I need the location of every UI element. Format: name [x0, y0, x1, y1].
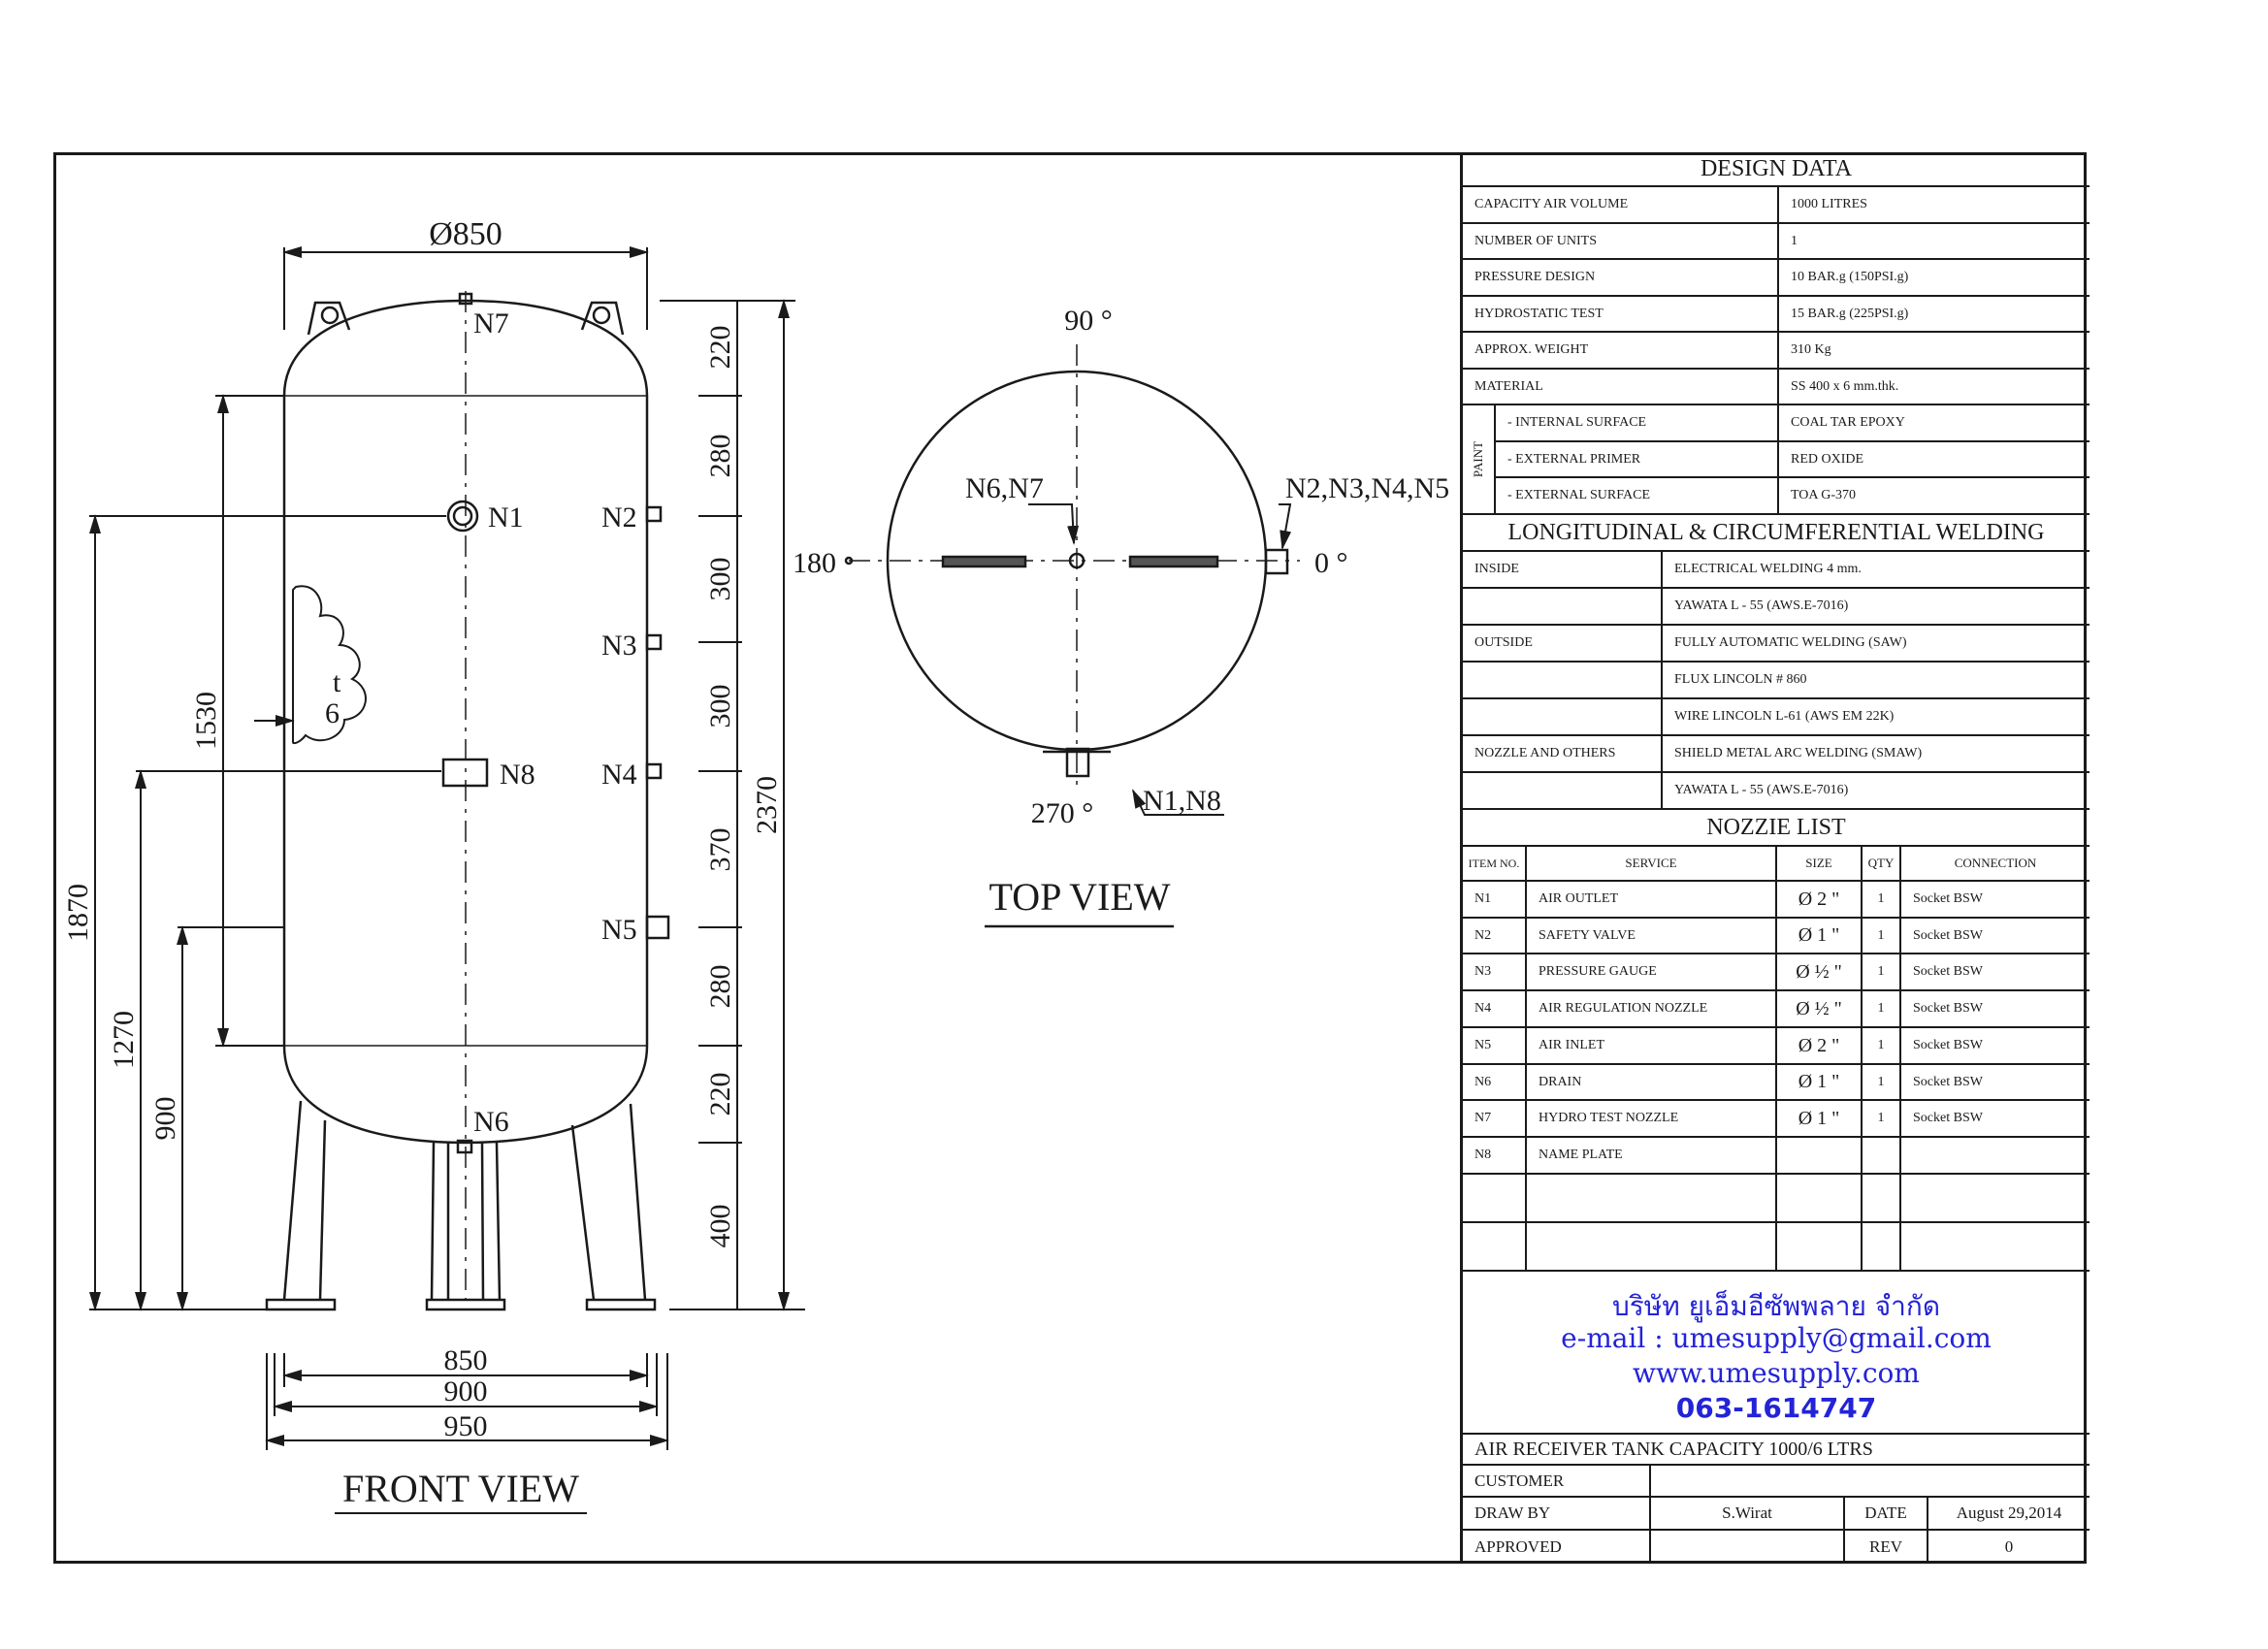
dim-280-top: 280 — [704, 434, 736, 478]
nozzle-service: SAFETY VALVE — [1525, 919, 1775, 953]
nozzle-size: Ø ½ " — [1775, 954, 1861, 989]
nozzle-size: Ø 1 " — [1775, 1065, 1861, 1099]
customer-row — [1463, 1466, 2090, 1498]
paint-item-value: TOA G-370 — [1777, 478, 2090, 513]
drawing-title: AIR RECEIVER TANK CAPACITY 1000/6 LTRS — [1474, 1438, 1873, 1460]
nozzle-connection: Socket BSW — [1899, 919, 2090, 953]
nozzle-connection: Socket BSW — [1899, 1101, 2090, 1136]
design-data-header — [1463, 152, 2090, 187]
paint-item-label: - EXTERNAL SURFACE — [1494, 478, 1777, 513]
paint-item-label: - INTERNAL SURFACE — [1494, 405, 1777, 440]
welding-value: FLUX LINCOLN # 860 — [1661, 663, 2090, 697]
nozzle-connection: Socket BSW — [1899, 991, 2090, 1026]
nozzle-qty — [1861, 1175, 1899, 1221]
paint-row — [1494, 442, 2090, 478]
welding-label — [1463, 699, 1661, 734]
nozzle-item: N5 — [1474, 1038, 1492, 1052]
dim-280-bottom: 280 — [704, 964, 736, 1009]
nozzle-size — [1775, 1138, 1861, 1173]
nozzle-qty: 1 — [1861, 991, 1899, 1026]
design-row — [1463, 224, 2090, 260]
nozzle-qty: 1 — [1861, 919, 1899, 953]
paint-item-label: - EXTERNAL PRIMER — [1494, 442, 1777, 476]
nozzle-row — [1463, 1175, 2090, 1223]
welding-row — [1463, 589, 2090, 626]
nozzle-size — [1775, 1175, 1861, 1221]
design-value: SS 400 x 6 mm.thk. — [1777, 370, 2090, 404]
dim-1870: 1870 — [62, 884, 94, 942]
label-n6-n7: N6,N7 — [965, 472, 1044, 504]
nozzle-row — [1463, 1065, 2090, 1101]
approved-value — [1649, 1531, 1843, 1564]
angle-270: 270 ° — [1030, 797, 1094, 829]
label-n1-n8: N1,N8 — [1143, 785, 1221, 817]
nozzle-size: Ø ½ " — [1775, 991, 1861, 1026]
welding-value: WIRE LINCOLN L-61 (AWS EM 22K) — [1661, 699, 2090, 734]
col-size: SIZE — [1775, 847, 1861, 880]
paint-label: PAINT — [1471, 440, 1485, 478]
front-view-title: FRONT VIEW — [341, 1467, 580, 1510]
nozzle-item — [1463, 1175, 1525, 1221]
col-qty: QTY — [1861, 847, 1899, 880]
dim-900-height: 900 — [149, 1096, 181, 1141]
welding-row — [1463, 699, 2090, 736]
angle-180: 180 — [793, 547, 836, 579]
nozzle-list-columns — [1463, 847, 2090, 882]
top-view-title: TOP VIEW — [988, 875, 1171, 919]
drawing-title-row — [1463, 1435, 2090, 1466]
nozzle-item: N8 — [1474, 1148, 1492, 1162]
thickness-6: 6 — [325, 697, 340, 729]
nozzle-row — [1463, 882, 2090, 919]
nozzle-qty: 1 — [1861, 1101, 1899, 1136]
design-data-title: DESIGN DATA — [1700, 155, 1853, 181]
label-n8: N8 — [500, 759, 535, 791]
welding-label — [1463, 663, 1661, 697]
nozzle-qty — [1861, 1138, 1899, 1173]
nozzle-size: Ø 2 " — [1775, 882, 1861, 917]
welding-label — [1463, 773, 1661, 808]
design-label: CAPACITY AIR VOLUME — [1474, 197, 1629, 211]
welding-value: SHIELD METAL ARC WELDING (SMAW) — [1661, 736, 2090, 771]
nozzle-connection — [1899, 1138, 2090, 1173]
label-n5: N5 — [601, 914, 637, 946]
design-label: NUMBER OF UNITS — [1474, 233, 1598, 248]
welding-row — [1463, 736, 2090, 773]
nozzle-size: Ø 1 " — [1775, 1101, 1861, 1136]
design-row — [1463, 260, 2090, 297]
nozzle-row — [1463, 954, 2090, 991]
nozzle-row — [1463, 1101, 2090, 1138]
draw-by-row — [1463, 1498, 2090, 1531]
label-n7: N7 — [473, 307, 509, 340]
dim-900-width: 900 — [443, 1375, 488, 1407]
nozzle-item: N1 — [1474, 891, 1492, 906]
col-connection: CONNECTION — [1899, 847, 2090, 880]
company-email: e-mail : umesupply@gmail.com — [1561, 1322, 1992, 1354]
design-row — [1463, 187, 2090, 224]
nozzle-service: DRAIN — [1525, 1065, 1775, 1099]
design-value: 10 BAR.g (150PSI.g) — [1777, 260, 2090, 295]
label-n6: N6 — [473, 1106, 509, 1138]
nozzle-item: N6 — [1474, 1074, 1492, 1089]
nozzle-size: Ø 2 " — [1775, 1028, 1861, 1063]
dim-950-width: 950 — [443, 1410, 488, 1442]
design-value: 15 BAR.g (225PSI.g) — [1777, 297, 2090, 331]
nozzle-qty: 1 — [1861, 882, 1899, 917]
nozzle-item: N4 — [1474, 1001, 1492, 1016]
paint-row — [1494, 478, 2090, 515]
dim-220-top: 220 — [704, 325, 736, 370]
nozzle-row — [1463, 1223, 2090, 1272]
welding-label: INSIDE — [1474, 562, 1519, 576]
welding-value: FULLY AUTOMATIC WELDING (SAW) — [1661, 626, 2090, 661]
col-item-no: ITEM NO. — [1468, 856, 1520, 870]
design-label: APPROX. WEIGHT — [1474, 342, 1589, 357]
label-n2-n5: N2,N3,N4,N5 — [1285, 472, 1450, 504]
nozzle-row — [1463, 991, 2090, 1028]
dim-300-a: 300 — [704, 557, 736, 601]
nozzle-connection: Socket BSW — [1899, 1065, 2090, 1099]
dim-400: 400 — [704, 1204, 736, 1248]
rev-value: 0 — [1927, 1531, 2090, 1564]
welding-label — [1463, 589, 1661, 624]
design-label: HYDROSTATIC TEST — [1474, 306, 1604, 321]
date-label: DATE — [1843, 1498, 1927, 1529]
nozzle-item — [1463, 1223, 1525, 1270]
welding-row — [1463, 552, 2090, 589]
company-name: บริษัท ยูเอ็มอีซัพพลาย จำกัด — [1611, 1290, 1941, 1322]
welding-value: ELECTRICAL WELDING 4 mm. — [1661, 552, 2090, 587]
nozzle-service: HYDRO TEST NOZZLE — [1525, 1101, 1775, 1136]
nozzle-service: AIR REGULATION NOZZLE — [1525, 991, 1775, 1026]
design-value: 310 Kg — [1777, 333, 2090, 368]
dim-1270: 1270 — [108, 1011, 140, 1069]
nozzle-row — [1463, 1028, 2090, 1065]
nozzle-service: NAME PLATE — [1525, 1138, 1775, 1173]
nozzle-item: N2 — [1474, 927, 1492, 943]
nozzle-service: AIR INLET — [1525, 1028, 1775, 1063]
dim-2370: 2370 — [751, 776, 783, 834]
date-value: August 29,2014 — [1927, 1498, 2090, 1529]
dim-370: 370 — [704, 827, 736, 872]
nozzle-size: Ø 1 " — [1775, 919, 1861, 953]
nozzle-connection: Socket BSW — [1899, 954, 2090, 989]
nozzle-qty: 1 — [1861, 1028, 1899, 1063]
label-n2: N2 — [601, 501, 637, 534]
design-label: PRESSURE DESIGN — [1474, 270, 1596, 284]
front-diameter-label: Ø850 — [429, 216, 502, 252]
col-service: SERVICE — [1525, 847, 1775, 880]
company-phone: 063-1614747 — [1675, 1392, 1877, 1424]
welding-label: NOZZLE AND OTHERS — [1474, 746, 1616, 760]
nozzle-item: N7 — [1474, 1111, 1492, 1125]
welding-title: LONGITUDINAL & CIRCUMFERENTIAL WELDING — [1507, 519, 2045, 545]
nozzle-qty: 1 — [1861, 1065, 1899, 1099]
design-row — [1463, 333, 2090, 370]
welding-header — [1463, 515, 2090, 552]
dim-850-width: 850 — [443, 1344, 488, 1376]
draw-by-label: DRAW BY — [1474, 1504, 1551, 1522]
nozzle-row — [1463, 919, 2090, 954]
thickness-t: t — [333, 666, 341, 698]
design-row — [1463, 297, 2090, 333]
welding-row — [1463, 626, 2090, 663]
label-n3: N3 — [601, 630, 637, 662]
nozzle-size — [1775, 1223, 1861, 1270]
nozzle-connection — [1899, 1175, 2090, 1221]
welding-value: YAWATA L - 55 (AWS.E-7016) — [1661, 773, 2090, 808]
draw-by-value: S.Wirat — [1649, 1498, 1843, 1529]
nozzle-row — [1463, 1138, 2090, 1175]
label-n1: N1 — [488, 501, 524, 534]
welding-row — [1463, 773, 2090, 810]
company-website: www.umesupply.com — [1633, 1357, 1920, 1389]
welding-value: YAWATA L - 55 (AWS.E-7016) — [1661, 589, 2090, 624]
nozzle-qty — [1861, 1223, 1899, 1270]
dim-220-bottom: 220 — [704, 1072, 736, 1116]
angle-90: 90 ° — [1064, 305, 1113, 337]
approved-row — [1463, 1531, 2090, 1564]
dim-300-b: 300 — [704, 684, 736, 728]
paint-label-cell — [1463, 405, 1494, 515]
angle-0: 0 ° — [1314, 547, 1348, 579]
welding-label: OUTSIDE — [1474, 635, 1533, 650]
nozzle-connection — [1899, 1223, 2090, 1270]
welding-row — [1463, 663, 2090, 699]
design-row — [1463, 370, 2090, 405]
approved-label: APPROVED — [1474, 1537, 1562, 1556]
nozzle-connection: Socket BSW — [1899, 882, 2090, 917]
nozzle-connection: Socket BSW — [1899, 1028, 2090, 1063]
dim-1530: 1530 — [190, 692, 222, 750]
design-value: 1000 LITRES — [1777, 187, 2090, 222]
nozzle-service — [1525, 1223, 1775, 1270]
label-n4: N4 — [601, 759, 637, 791]
nozzle-list-header — [1463, 810, 2090, 847]
customer-value — [1649, 1466, 2090, 1496]
rev-label: REV — [1843, 1531, 1927, 1564]
spec-table — [1460, 152, 2090, 1564]
company-block — [1463, 1272, 2090, 1435]
design-value: 1 — [1777, 224, 2090, 258]
nozzle-service: PRESSURE GAUGE — [1525, 954, 1775, 989]
nozzle-list-title: NOZZIE LIST — [1706, 814, 1846, 840]
paint-item-value: COAL TAR EPOXY — [1777, 405, 2090, 440]
paint-row — [1494, 405, 2090, 442]
nozzle-item: N3 — [1474, 964, 1492, 979]
paint-item-value: RED OXIDE — [1777, 442, 2090, 476]
nozzle-service — [1525, 1175, 1775, 1221]
customer-label: CUSTOMER — [1474, 1471, 1565, 1490]
nozzle-qty: 1 — [1861, 954, 1899, 989]
design-label: MATERIAL — [1474, 378, 1543, 394]
nozzle-service: AIR OUTLET — [1525, 882, 1775, 917]
